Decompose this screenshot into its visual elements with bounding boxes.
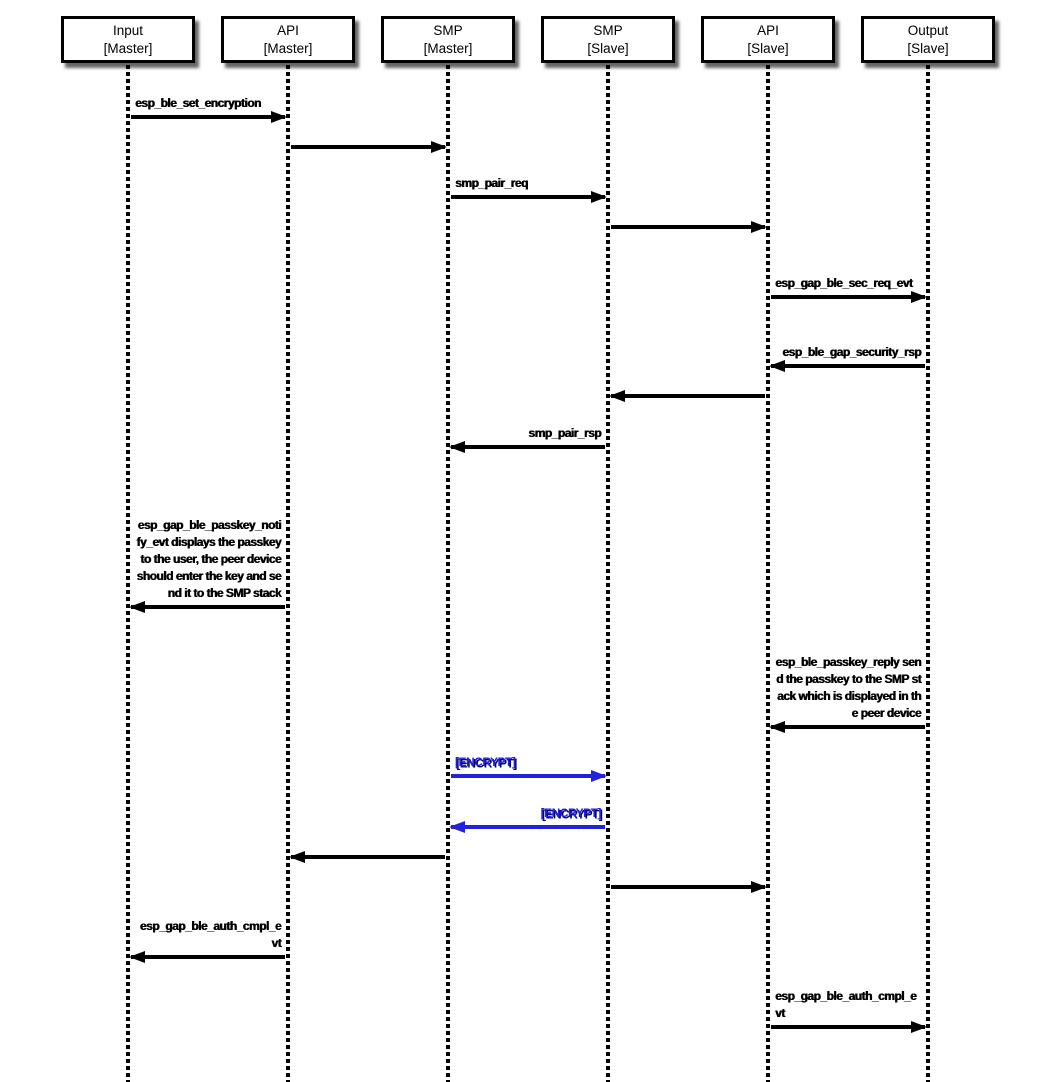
message-label: esp_ble_passkey_reply send the passkey to the SMP stack which is displayed in the peer device: [775, 655, 921, 720]
message-arrow-encrypt-forward: [451, 755, 605, 778]
lifeline-smp-master: [446, 58, 450, 1082]
actor-title: Input: [112, 23, 144, 38]
arrowhead-right-icon: [911, 291, 927, 303]
message-arrow-smp-to-api-slave: [611, 225, 765, 229]
actor-subtitle: [Master]: [103, 41, 153, 56]
message-label: esp_gap_ble_passkey_notify_evt displays the passkey to the user, the peer device should enter the key and send it to the SMP stack: [136, 518, 281, 600]
actor-box-smp-master: [381, 16, 515, 63]
arrowhead-right-icon: [591, 191, 607, 203]
message-arrow-auth-cmpl-evt-slave: [771, 989, 925, 1029]
actor-title: Output: [907, 23, 949, 38]
lifeline-output-slave: [926, 58, 930, 1082]
message-arrow-security-rsp: [771, 345, 925, 368]
message-label: smp_pair_req: [455, 176, 528, 190]
arrowhead-left-icon: [129, 951, 145, 963]
message-arrow-set-encryption: [131, 96, 285, 119]
actor-subtitle: [Slave]: [747, 41, 789, 56]
message-arrow-sec-req-evt: [771, 276, 925, 299]
message-arrow-passkey-reply: [771, 655, 925, 729]
message-label: smp_pair_rsp: [528, 426, 601, 440]
arrowhead-left-icon: [129, 601, 145, 613]
arrowhead-left-icon: [769, 721, 785, 733]
actor-subtitle: [Master]: [423, 41, 473, 56]
actor-title: API: [757, 23, 779, 38]
message-arrow-smp-pair-req: [451, 176, 605, 199]
message-label: esp_ble_gap_security_rsp: [782, 345, 921, 359]
actor-subtitle: [Master]: [263, 41, 313, 56]
arrowhead-left-icon: [449, 441, 465, 453]
arrowhead-left-icon: [769, 360, 785, 372]
actor-title: SMP: [593, 23, 623, 38]
arrowhead-left-icon: [289, 851, 305, 863]
actor-subtitle: [Slave]: [907, 41, 949, 56]
arrowhead-right-icon: [751, 221, 767, 233]
message-arrow-smp-slave-to-api-slave: [611, 885, 765, 889]
arrowhead-right-icon: [751, 881, 767, 893]
arrowhead-right-icon: [911, 1021, 927, 1033]
message-arrow-encrypt-back: [451, 806, 605, 829]
actor-subtitle: [Slave]: [587, 41, 629, 56]
message-arrow-auth-cmpl-evt-master: [131, 919, 285, 959]
arrowhead-left-icon: [609, 390, 625, 402]
message-arrow-api-to-smp-master: [291, 145, 445, 149]
actor-box-smp-slave: [541, 16, 675, 63]
message-label: esp_gap_ble_auth_cmpl_evt: [139, 919, 281, 950]
actor-title: API: [277, 23, 299, 38]
actor-title: SMP: [433, 23, 463, 38]
message-arrow-smp-to-api-master: [291, 855, 445, 859]
message-label: esp_ble_set_encryption: [135, 96, 261, 110]
message-arrow-api-to-smp-slave: [611, 394, 765, 398]
arrowhead-left-icon: [449, 821, 465, 833]
actor-box-output-slave: [861, 16, 995, 63]
message-arrow-smp-pair-rsp: [451, 426, 605, 449]
message-label: esp_gap_ble_auth_cmpl_evt: [775, 989, 917, 1020]
lifeline-smp-slave: [606, 58, 610, 1082]
arrowhead-right-icon: [591, 770, 607, 782]
message-label: esp_gap_ble_sec_req_evt: [775, 276, 913, 290]
message-label-encrypt: [ENCRYPT]: [540, 806, 601, 820]
lifeline-api-slave: [766, 58, 770, 1082]
lifeline-input-master: [126, 58, 130, 1082]
arrowhead-right-icon: [271, 111, 287, 123]
actor-box-api-slave: [701, 16, 835, 63]
actor-box-api-master: [221, 16, 355, 63]
actor-box-input-master: [61, 16, 195, 63]
message-arrow-passkey-notify-evt: [131, 518, 285, 609]
message-label-encrypt: [ENCRYPT]: [455, 755, 516, 769]
lifeline-api-master: [286, 58, 290, 1082]
arrowhead-right-icon: [431, 141, 447, 153]
